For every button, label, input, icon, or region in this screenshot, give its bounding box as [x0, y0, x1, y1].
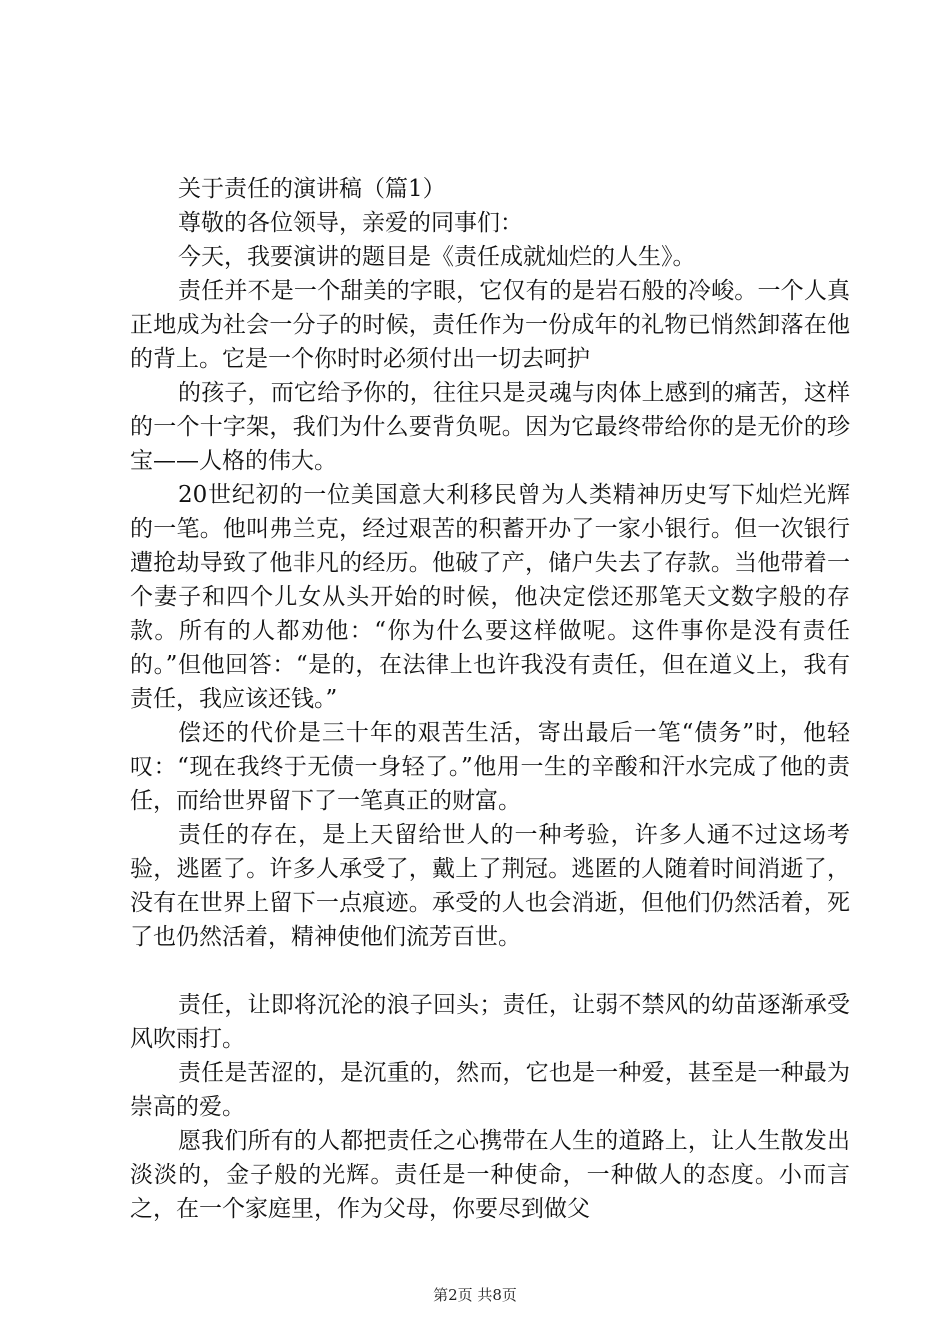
document-title: 关于责任的演讲稿（篇1） — [178, 176, 446, 202]
page-number-footer: 第2页 共8页 — [433, 1286, 517, 1304]
body-paragraph: 的孩子，而它给予你的，往往只是灵魂与肉体上感到的痛苦，这样的一个十字架，我们为什么要背负呢。因为它最终带给你的是无价的珍宝——人格的伟大。 — [130, 380, 850, 474]
salutation: 尊敬的各位领导，亲爱的同事们： — [178, 210, 523, 236]
speech-topic: 今天，我要演讲的题目是《责任成就灿烂的人生》。 — [178, 244, 696, 270]
document-body — [130, 172, 850, 1226]
body-paragraph: 责任，让即将沉沦的浪子回头；责任，让弱不禁风的幼苗逐渐承受风吹雨打。 — [130, 992, 850, 1052]
body-paragraph: 20世纪初的一位美国意大利移民曾为人类精神历史写下灿烂光辉的一笔。他叫弗兰克，经过艰苦的积蓄开办了一家小银行。但一次银行遭抢劫导致了他非凡的经历。他破了产，储户失去了存款。当他带着一个妻子和四个儿女从头开始的时候，他决定偿还那笔天文数字般的存款。所有的人都劝他：“你为什么要这样做呢。这件事你是没有责任的。”但他回答：“是的，在法律上也许我没有责任，但在道义上，我有责任，我应该还钱。” — [130, 482, 850, 712]
body-paragraph: 愿我们所有的人都把责任之心携带在人生的道路上，让人生散发出淡淡的，金子般的光辉。责任是一种使命，一种做人的态度。小而言之，在一个家庭里，作为父母，你要尽到做父 — [130, 1128, 850, 1222]
body-paragraph: 偿还的代价是三十年的艰苦生活，寄出最后一笔“债务”时，他轻叹：“现在我终于无债一身轻了。”他用一生的辛酸和汗水完成了他的责任，而给世界留下了一笔真正的财富。 — [130, 720, 850, 814]
body-paragraph: 责任并不是一个甜美的字眼，它仅有的是岩石般的冷峻。一个人真正地成为社会一分子的时候，责任作为一份成年的礼物已悄然卸落在他的背上。它是一个你时时必须付出一切去呵护 — [130, 278, 850, 372]
body-paragraph: 责任是苦涩的，是沉重的，然而，它也是一种爱，甚至是一种最为崇高的爱。 — [130, 1060, 850, 1120]
body-paragraph: 责任的存在，是上天留给世人的一种考验，许多人通不过这场考验，逃匿了。许多人承受了，戴上了荆冠。逃匿的人随着时间消逝了，没有在世界上留下一点痕迹。承受的人也会消逝，但他们仍然活着，死了也仍然活着，精神使他们流芳百世。 — [130, 822, 850, 950]
